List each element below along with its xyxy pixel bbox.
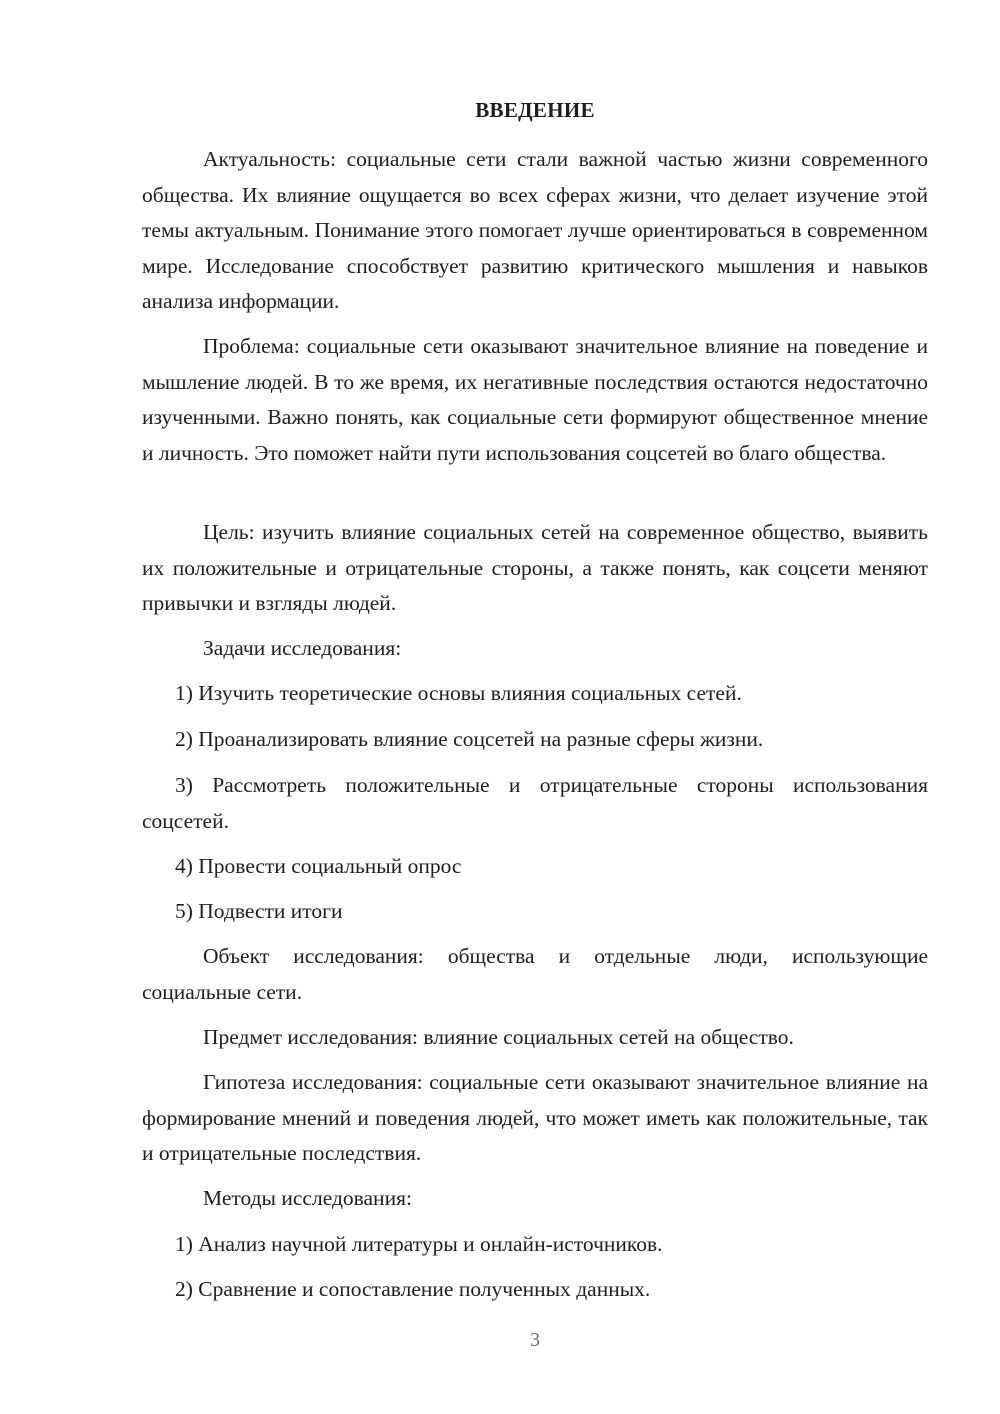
- task-item: 1) Изучить теоретические основы влияния социальных сетей.: [175, 681, 742, 705]
- hypothesis-paragraph: Гипотеза исследования: социальные сети оказывают значительное влияние на формирование мнений и поведения людей, что может иметь как положительные, так и отрицательные последствия.: [142, 1070, 928, 1165]
- object-paragraph: Объект исследования: общества и отдельные люди, использующие социальные сети.: [142, 944, 928, 1004]
- methods-heading: Методы исследования:: [203, 1186, 412, 1210]
- tasks-heading: Задачи исследования:: [203, 636, 402, 660]
- task-item: 2) Проанализировать влияние соцсетей на разные сферы жизни.: [175, 727, 764, 751]
- page-title: ВВЕДЕНИЕ: [475, 98, 595, 122]
- goal-paragraph: Цель: изучить влияние социальных сетей на современное общество, выявить их положительные и отрицательные стороны, а также понять, как соцсети меняют привычки и взгляды людей.: [142, 520, 928, 615]
- document-page: [142, 0, 928, 1414]
- subject-paragraph: Предмет исследования: влияние социальных сетей на общество.: [203, 1025, 794, 1049]
- method-item: 2) Сравнение и сопоставление полученных данных.: [175, 1277, 651, 1301]
- page-number: 3: [530, 1329, 540, 1351]
- relevance-paragraph: Актуальность: социальные сети стали важной частью жизни современного общества. Их влияние ощущается во всех сферах жизни, что делает изучение этой темы актуальным. Понимание этого помогает лучше ориентироваться в современном мире. Исследование способствует развитию критического мышления и навыков анализа информации.: [142, 147, 928, 313]
- task-item: 3) Рассмотреть положительные и отрицательные стороны использования соцсетей.: [142, 773, 928, 833]
- problem-paragraph: Проблема: социальные сети оказывают значительное влияние на поведение и мышление людей. В то же время, их негативные последствия остаются недостаточно изученными. Важно понять, как социальные сети формируют общественное мнение и личность. Это поможет найти пути использования соцсетей во благо общества.: [142, 334, 928, 465]
- method-item: 1) Анализ научной литературы и онлайн-источников.: [175, 1232, 663, 1256]
- task-item: 5) Подвести итоги: [175, 899, 343, 923]
- task-item: 4) Провести социальный опрос: [175, 854, 462, 878]
